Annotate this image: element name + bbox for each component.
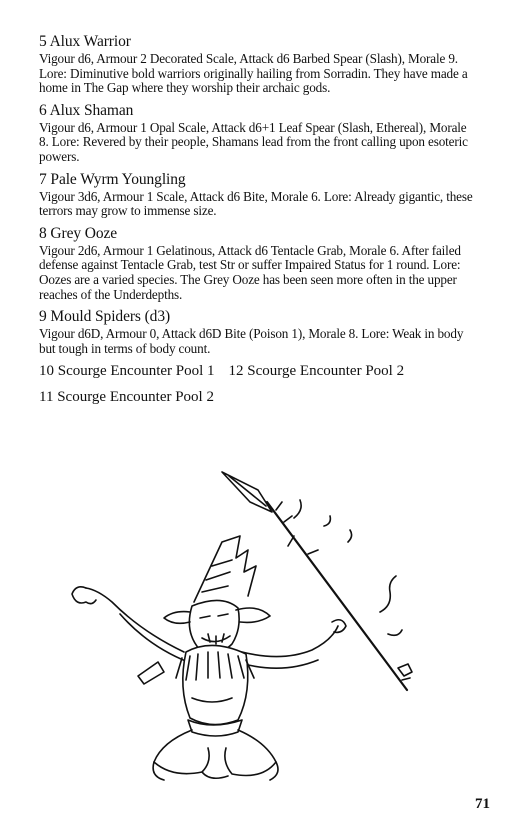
entry-body: Vigour 3d6, Armour 1 Scale, Attack d6 Bite, Morale 6. Lore: Already gigantic, these terrors may grow to immense size. [39, 188, 473, 219]
entry-grey-ooze [39, 224, 479, 302]
entry-title: 9 Mould Spiders (d3) [39, 308, 171, 326]
pool-row [39, 361, 479, 381]
entry-title: 5 Alux Warrior [39, 33, 131, 50]
entry-body: Vigour d6, Armour 1 Opal Scale, Attack d6+1 Leaf Spear (Slash, Ethereal), Morale 8. Lore: Revered by their people, Shamans lead from the front calling upon esoteric powers. [39, 119, 468, 164]
encounter-pools [39, 361, 479, 407]
encounter-list [39, 32, 479, 413]
entry-mould-spiders [39, 307, 479, 356]
torso-drawing [176, 645, 254, 736]
entry-alux-shaman [39, 101, 479, 165]
entry-body: Vigour d6D, Armour 0, Attack d6D Bite (Poison 1), Morale 8. Lore: Weak in body but tough in terms of body count. [39, 326, 464, 356]
page-number: 71 [475, 796, 490, 812]
legs-drawing [153, 730, 278, 780]
pool-10-label: 10 Scourge Encounter Pool 1 [39, 363, 215, 380]
entry-title: 6 Alux Shaman [39, 101, 134, 119]
entry-title: 7 Pale Wyrm Youngling [39, 170, 186, 188]
pool-11-label: 11 Scourge Encounter Pool 2 [39, 389, 214, 406]
pool-12-label: 12 Scourge Encounter Pool 2 [228, 363, 405, 380]
alux-warrior-illustration [62, 462, 422, 792]
spear-drawing [222, 472, 412, 690]
entry-body: Vigour d6, Armour 2 Decorated Scale, Attack d6 Barbed Spear (Slash), Morale 9. Lore: Diminutive bold warriors originally hailing from Sorradin. They have made a home in The Gap where they worship their archaic gods. [39, 51, 468, 96]
headdress-drawing [194, 536, 256, 602]
entry-body: Vigour 2d6, Armour 1 Gelatinous, Attack d6 Tentacle Grab, Morale 6. After failed defense against Tentacle Grab, test Str or suffer Impaired Status for 1 round. Lore: Oozes are a varied species. The Grey Ooze has been seen more often in the upper reaches of the Underdepths. [39, 242, 461, 302]
pool-row [39, 387, 479, 407]
entry-pale-wyrm-youngling [39, 170, 479, 219]
entry-alux-warrior [39, 32, 479, 96]
entry-title: 8 Grey Ooze [39, 224, 118, 242]
